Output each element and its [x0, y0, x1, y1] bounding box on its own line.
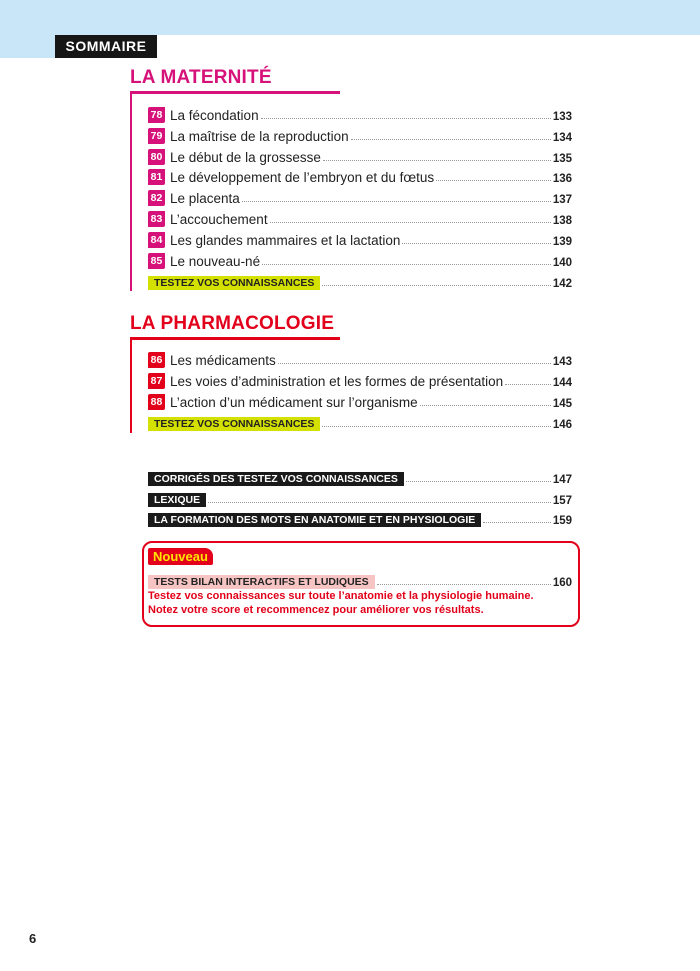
section-rule-vertical — [130, 337, 132, 433]
dot-leader — [406, 481, 551, 482]
entry-label: L’accouchement — [170, 212, 268, 227]
chapter-number-badge: 88 — [148, 394, 165, 410]
toc-entry[interactable] — [148, 105, 572, 123]
toc-entry[interactable] — [148, 209, 572, 227]
entry-label: CORRIGÉS DES TESTEZ VOS CONNAISSANCES — [148, 472, 404, 486]
entry-page: 134 — [552, 131, 572, 144]
dot-leader — [420, 405, 551, 406]
entry-page: 146 — [552, 419, 572, 432]
sommaire-header: SOMMAIRE — [55, 35, 157, 58]
entry-label: La fécondation — [170, 108, 259, 123]
dot-leader — [242, 201, 551, 202]
entry-label: La maîtrise de la reproduction — [170, 128, 349, 144]
dot-leader — [208, 502, 551, 503]
nouveau-entry-row[interactable] — [148, 571, 572, 589]
chapter-number-badge: 78 — [148, 107, 165, 123]
dot-leader — [322, 426, 550, 427]
entry-label: Les glandes mammaires et la lactation — [170, 232, 401, 248]
entry-page: 139 — [552, 235, 572, 248]
appendix-entry[interactable] — [148, 468, 572, 486]
toc-entry[interactable] — [148, 147, 572, 165]
dot-leader — [377, 584, 551, 585]
entry-page: 142 — [552, 278, 572, 291]
appendix-entry[interactable] — [148, 489, 572, 507]
entry-label: LEXIQUE — [148, 493, 206, 507]
dot-leader — [351, 139, 551, 140]
dot-leader — [322, 285, 550, 286]
dot-leader — [505, 384, 551, 385]
entry-page: 138 — [552, 215, 572, 227]
page-number: 6 — [29, 931, 37, 946]
quiz-entry[interactable] — [148, 413, 572, 431]
entry-label: LA FORMATION DES MOTS EN ANATOMIE ET EN PHYSIOLOGIE — [148, 513, 481, 527]
header-band-tab — [0, 35, 55, 58]
dot-leader — [270, 222, 551, 223]
entry-page: 157 — [552, 494, 572, 507]
section-rule — [130, 91, 340, 94]
entry-page: 137 — [552, 194, 572, 207]
entry-page: 144 — [552, 376, 572, 389]
entry-label: L’action d’un médicament sur l’organisme — [170, 394, 418, 410]
entry-page: 143 — [552, 356, 572, 368]
entry-page: 133 — [552, 111, 572, 123]
entry-label: Les médicaments — [170, 353, 276, 368]
chapter-number-badge: 83 — [148, 211, 165, 227]
entry-label: Le nouveau-né — [170, 253, 261, 269]
quiz-entry[interactable] — [148, 272, 572, 290]
entry-page: 135 — [552, 152, 572, 165]
header-band — [0, 0, 700, 35]
toc-entry[interactable] — [148, 350, 572, 368]
entry-page: 140 — [552, 256, 572, 269]
chapter-number-badge: 86 — [148, 352, 165, 368]
entry-page: 159 — [552, 515, 572, 527]
entry-page: 147 — [552, 474, 572, 486]
dot-leader — [402, 243, 550, 244]
entry-label: TESTEZ VOS CONNAISSANCES — [148, 417, 320, 431]
section-rule — [130, 337, 340, 340]
entry-label: Le développement de l’embryon et du fœtus — [170, 170, 435, 186]
dot-leader — [483, 522, 551, 523]
toc-entry[interactable] — [148, 371, 572, 389]
entry-page: 145 — [552, 397, 572, 410]
toc-entry[interactable] — [148, 167, 572, 185]
chapter-number-badge: 82 — [148, 190, 165, 206]
entry-label: TESTS BILAN INTERACTIFS ET LUDIQUES — [148, 575, 375, 589]
nouveau-description-line1: Testez vos connaissances sur toute l’anatomie et la physiologie humaine. — [148, 590, 534, 602]
toc-entry[interactable] — [148, 251, 572, 269]
toc-entry[interactable] — [148, 392, 572, 410]
chapter-number-badge: 80 — [148, 149, 165, 165]
section-title-pharmacologie: LA PHARMACOLOGIE — [130, 313, 335, 334]
dot-leader — [261, 118, 551, 119]
appendix-entry[interactable] — [148, 509, 572, 527]
section-title-maternite: LA MATERNITÉ — [130, 67, 272, 88]
dot-leader — [278, 363, 551, 364]
section-rule-vertical — [130, 91, 132, 291]
entry-page: 160 — [552, 577, 572, 589]
nouveau-tag: Nouveau — [148, 548, 213, 565]
chapter-number-badge: 81 — [148, 169, 165, 185]
toc-entry[interactable] — [148, 188, 572, 206]
dot-leader — [262, 264, 551, 265]
entry-label: Les voies d’administration et les formes de présentation — [170, 373, 504, 389]
entry-label: TESTEZ VOS CONNAISSANCES — [148, 276, 320, 290]
toc-entry[interactable] — [148, 126, 572, 144]
entry-label: Le placenta — [170, 191, 240, 207]
toc-entry[interactable] — [148, 230, 572, 248]
chapter-number-badge: 79 — [148, 128, 165, 144]
entry-page: 136 — [552, 173, 572, 186]
chapter-number-badge: 85 — [148, 253, 165, 269]
nouveau-description-line2: Notez votre score et recommencez pour améliorer vos résultats. — [148, 604, 484, 616]
entry-label: Le début de la grossesse — [170, 149, 321, 165]
dot-leader — [323, 160, 551, 161]
chapter-number-badge: 87 — [148, 373, 165, 389]
chapter-number-badge: 84 — [148, 232, 165, 248]
dot-leader — [436, 180, 551, 181]
